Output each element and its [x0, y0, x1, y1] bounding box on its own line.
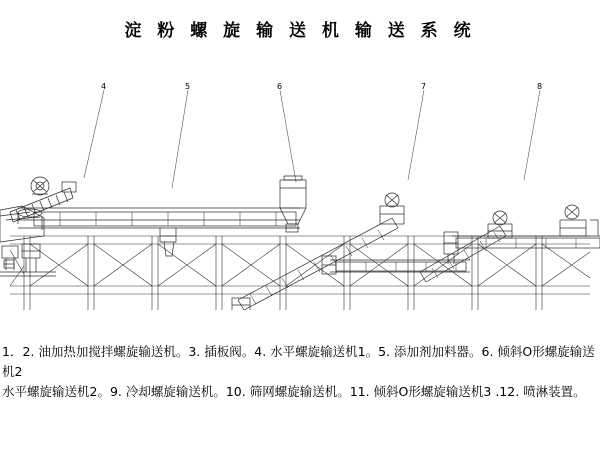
- inclined-o-screw-2: [232, 193, 404, 310]
- callout-4: 4: [101, 82, 107, 91]
- discharge-chute: [160, 228, 176, 256]
- callout-6: 6: [277, 82, 283, 91]
- callout-7: 7: [421, 82, 427, 91]
- additive-feeder: [280, 176, 306, 232]
- legend-caption: [0, 342, 600, 402]
- callout-5: 5: [185, 82, 191, 91]
- conveyor-system-schematic: [0, 60, 600, 310]
- technical-drawing: [0, 60, 600, 310]
- leader-lines: [84, 90, 540, 188]
- page-title: 淀 粉 螺 旋 输 送 机 输 送 系 统: [124, 21, 476, 41]
- horizontal-screw-conveyor-1: [18, 208, 300, 228]
- legend-line-1: 1．2. 油加热加搅拌螺旋输送机。3. 插板阀。4. 水平螺旋输送机1。5. 添加剂加料器。6. 倾斜O形螺旋输送机2: [2, 344, 595, 379]
- legend-line-2: 水平螺旋输送机2。9. 冷却螺旋输送机。10. 筛网螺旋输送机。11. 倾斜O形螺旋输送机3 .12. 喷淋装置。: [2, 384, 586, 399]
- callout-8: 8: [537, 82, 543, 91]
- screening-screw-and-spray: [444, 205, 600, 264]
